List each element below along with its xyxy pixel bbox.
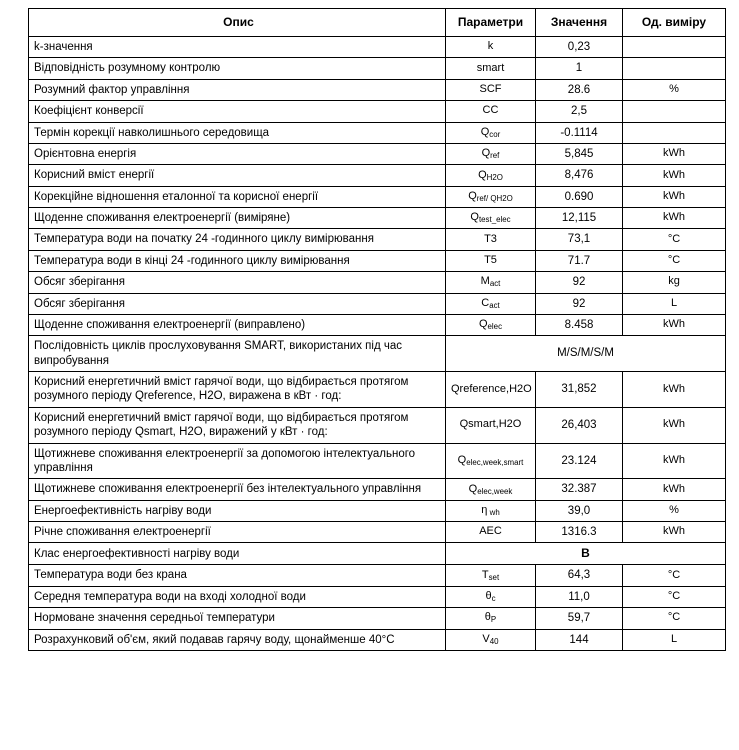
cell-unit	[623, 122, 726, 143]
cell-value: 1	[536, 58, 623, 79]
table-row	[29, 522, 726, 543]
specification-table	[28, 8, 726, 651]
cell-unit	[623, 101, 726, 122]
table-body	[29, 37, 726, 651]
cell-unit: kWh	[623, 143, 726, 164]
cell-parameter: CC	[446, 101, 536, 122]
cell-description: Нормоване значення середньої температури	[29, 608, 446, 629]
cell-value: 0.690	[536, 186, 623, 207]
cell-value: 26,403	[536, 407, 623, 443]
column-header-description: Опис	[29, 9, 446, 37]
cell-unit	[623, 58, 726, 79]
cell-description: Коефіцієнт конверсії	[29, 101, 446, 122]
table-row	[29, 122, 726, 143]
table-row	[29, 58, 726, 79]
table-row	[29, 586, 726, 607]
cell-description: Розумний фактор управління	[29, 79, 446, 100]
cell-value: 23.124	[536, 443, 623, 479]
cell-value: 8,476	[536, 165, 623, 186]
cell-value: 71.7	[536, 250, 623, 271]
cell-description: Корисний вміст енергії	[29, 165, 446, 186]
cell-unit: °C	[623, 608, 726, 629]
cell-value: 92	[536, 272, 623, 293]
cell-unit: kWh	[623, 522, 726, 543]
table-row	[29, 272, 726, 293]
table-row	[29, 372, 726, 408]
table-row	[29, 479, 726, 500]
cell-value: 32.387	[536, 479, 623, 500]
cell-parameter: $Q_{H2O}$	[446, 165, 536, 186]
cell-parameter: $M_{act}$	[446, 272, 536, 293]
cell-parameter: $C_{act}$	[446, 293, 536, 314]
table-row	[29, 37, 726, 58]
cell-description: Обсяг зберігання	[29, 272, 446, 293]
table-row	[29, 608, 726, 629]
cell-parameter: $Q_{elec,week,smart}$	[446, 443, 536, 479]
cell-description: Корисний енергетичний вміст гарячої води, що відбирається протягом розумного періоду Qsmart, H2O, виражений у кВт · год:	[29, 407, 446, 443]
cell-description: Енергоефективність нагріву води	[29, 500, 446, 521]
cell-unit: °C	[623, 565, 726, 586]
cell-parameter: SCF	[446, 79, 536, 100]
cell-parameter: $\theta_P$	[446, 608, 536, 629]
cell-description: Щотижневе споживання електроенергії без інтелектуального управління	[29, 479, 446, 500]
cell-description: Температура води на початку 24 -годинного циклу вимірювання	[29, 229, 446, 250]
cell-parameter: $Q_{ref/ QH2O}$	[446, 186, 536, 207]
cell-value: 2,5	[536, 101, 623, 122]
cell-description: Щоденне споживання електроенергії (виміряне)	[29, 208, 446, 229]
table-row	[29, 293, 726, 314]
cell-description: Щоденне споживання електроенергії (виправлено)	[29, 314, 446, 335]
cell-description: Корисний енергетичний вміст гарячої води, що відбирається протягом розумного періоду Qreference, H2O, виражена в кВт · год:	[29, 372, 446, 408]
cell-value: 8.458	[536, 314, 623, 335]
cell-description: Середня температура води на вході холодної води	[29, 586, 446, 607]
table-row	[29, 443, 726, 479]
table-row	[29, 143, 726, 164]
table-row	[29, 565, 726, 586]
table-row	[29, 407, 726, 443]
table-row	[29, 101, 726, 122]
cell-value: 31,852	[536, 372, 623, 408]
cell-description: Температура води без крана	[29, 565, 446, 586]
table-header	[29, 9, 726, 37]
cell-value: 28.6	[536, 79, 623, 100]
column-header-value: Значення	[536, 9, 623, 37]
table-row	[29, 79, 726, 100]
cell-unit: L	[623, 293, 726, 314]
table-row	[29, 229, 726, 250]
cell-parameter: Qreference,H2O	[446, 372, 536, 408]
cell-parameter: Qsmart,H2O	[446, 407, 536, 443]
table-row	[29, 314, 726, 335]
cell-parameter: $Q_{elec}$	[446, 314, 536, 335]
cell-unit: kWh	[623, 314, 726, 335]
cell-parameter: $T_{set}$	[446, 565, 536, 586]
cell-parameter: T3	[446, 229, 536, 250]
cell-unit: kWh	[623, 443, 726, 479]
column-header-parameter: Параметри	[446, 9, 536, 37]
cell-parameter: $V_{40}$	[446, 629, 536, 650]
cell-parameter: $Q_{elec,week}$	[446, 479, 536, 500]
cell-value: 5,845	[536, 143, 623, 164]
cell-parameter: T5	[446, 250, 536, 271]
table-row	[29, 629, 726, 650]
cell-unit: %	[623, 500, 726, 521]
cell-unit: kWh	[623, 407, 726, 443]
cell-value: 1316.3	[536, 522, 623, 543]
cell-description: Розрахунковий об'єм, який подавав гарячу воду, щонайменше 40°C	[29, 629, 446, 650]
cell-unit: kWh	[623, 208, 726, 229]
cell-unit: kWh	[623, 372, 726, 408]
cell-value: 11,0	[536, 586, 623, 607]
cell-description: Відповідність розумному контролю	[29, 58, 446, 79]
cell-unit	[623, 37, 726, 58]
cell-parameter: η $_{wh}$	[446, 500, 536, 521]
cell-unit: kWh	[623, 479, 726, 500]
column-header-unit: Од. виміру	[623, 9, 726, 37]
cell-description: Послідовність циклів прослуховування SMART, використаних під час випробування	[29, 336, 446, 372]
cell-description: k-значення	[29, 37, 446, 58]
cell-unit: kWh	[623, 165, 726, 186]
cell-value: 12,115	[536, 208, 623, 229]
cell-unit: °C	[623, 250, 726, 271]
cell-value: 64,3	[536, 565, 623, 586]
cell-description: Клас енергоефективності нагріву води	[29, 543, 446, 565]
cell-description: Температура води в кінці 24 -годинного циклу вимірювання	[29, 250, 446, 271]
cell-unit: %	[623, 79, 726, 100]
cell-parameter: $Q_{cor}$	[446, 122, 536, 143]
cell-value: 73,1	[536, 229, 623, 250]
cell-value: -0.1114	[536, 122, 623, 143]
table-row	[29, 208, 726, 229]
cell-description: Орієнтовна енергія	[29, 143, 446, 164]
table-header-row	[29, 9, 726, 37]
cell-description: Річне споживання електроенергії	[29, 522, 446, 543]
cell-unit: °C	[623, 229, 726, 250]
table-row	[29, 543, 726, 565]
cell-parameter: smart	[446, 58, 536, 79]
table-row	[29, 165, 726, 186]
cell-value: 144	[536, 629, 623, 650]
cell-description: Термін корекції навколишнього середовища	[29, 122, 446, 143]
cell-unit: kg	[623, 272, 726, 293]
cell-unit: °C	[623, 586, 726, 607]
cell-value: 92	[536, 293, 623, 314]
cell-value: 0,23	[536, 37, 623, 58]
cell-merged-value: M/S/M/S/M	[446, 336, 726, 372]
cell-merged-value-bold: B	[446, 543, 726, 565]
table-row	[29, 186, 726, 207]
cell-description: Корекційне відношення еталонної та корисної енергії	[29, 186, 446, 207]
cell-unit: kWh	[623, 186, 726, 207]
table-row	[29, 500, 726, 521]
cell-parameter: $Q_{test\_elec}$	[446, 208, 536, 229]
table-row	[29, 336, 726, 372]
cell-parameter: AEC	[446, 522, 536, 543]
cell-parameter: $Q_{ref}$	[446, 143, 536, 164]
table-row	[29, 250, 726, 271]
cell-description: Щотижневе споживання електроенергії за допомогою інтелектуального управління	[29, 443, 446, 479]
cell-value: 39,0	[536, 500, 623, 521]
cell-description: Обсяг зберігання	[29, 293, 446, 314]
cell-unit: L	[623, 629, 726, 650]
cell-value: 59,7	[536, 608, 623, 629]
cell-parameter: k	[446, 37, 536, 58]
cell-parameter: $\theta_c$	[446, 586, 536, 607]
